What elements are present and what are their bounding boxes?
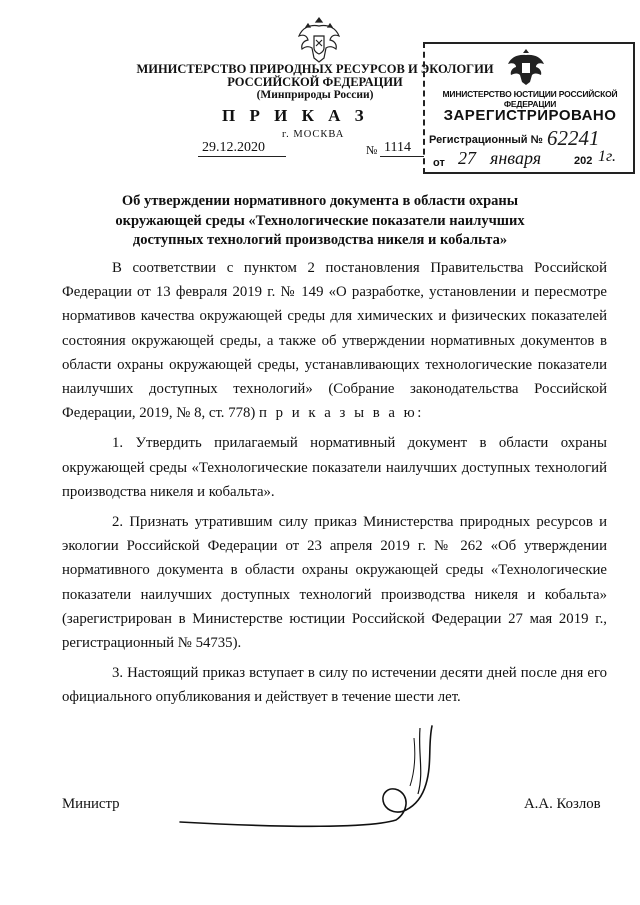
ministry-short-name: (Минприроды России) <box>256 89 374 101</box>
item-2-paragraph: 2. Признать утратившим силу приказ Министерства природных ресурсов и экологии Российской Федерации от 23 апреля 2019 г. № 262 «Об утверждении нормативного документа в области охраны окружающей среды «Технологические показатели наилучших доступных технологий производства никеля и кобальта» (зарегистрирован в Министерстве юстиции Российской Федерации 27 мая 2019 г., регистрационный № 54735). <box>62 514 607 652</box>
item-3-paragraph: 3. Настоящий приказ вступает в силу по истечении десяти дней после дня его официального опубликования и действует в течение шести лет. <box>62 665 607 706</box>
doc-type-heading: П Р И К А З <box>222 106 369 125</box>
order-word: п р и к а з ы в а ю: <box>259 405 424 422</box>
coat-of-arms-emblem <box>294 14 344 66</box>
stamp-regnum-label: Регистрационный № <box>429 134 543 146</box>
stamp-date-year-printed: 202 <box>574 155 593 167</box>
document-body <box>62 256 607 710</box>
ministry-name-line2: РОССИЙСКОЙ ФЕДЕРАЦИИ <box>227 75 403 89</box>
intro-text: В соответствии с пунктом 2 постановления Правительства Российской Федерации от 13 февраля 2019 г. № 149 «О разработке, установлении и пересмотре нормативов качества окружающей среды для химических и физических показателей состояния окружающей среды, а также об утверждении нормативных документов в области охраны окружающей среды, устанавливающих технологические показатели наилучших доступных технологий» (Собрание законодательства Российской Федерации, 2019, № 8, ст. 778) <box>62 260 607 422</box>
stamp-regnum-value: 62241 <box>547 126 600 150</box>
stamp-registered-label: ЗАРЕГИСТРИРОВАНО <box>443 107 617 124</box>
order-date: 29.12.2020 <box>198 140 286 157</box>
stamp-date-from-label: от <box>433 157 445 169</box>
document-title: Об утверждении нормативного документа в области охраны окружающей среды «Технологические показатели наилучших доступных технологий производства никеля и кобальта» <box>115 193 525 248</box>
intro-paragraph <box>62 256 607 425</box>
stamp-agency-name: МИНИСТЕРСТВО ЮСТИЦИИ РОССИЙСКОЙ ФЕДЕРАЦИИ <box>442 89 618 109</box>
stamp-date-month: января <box>490 148 542 168</box>
number-sign: № <box>366 143 378 157</box>
stamp-emblem-icon <box>504 46 548 86</box>
order-number: 1114 <box>380 140 424 157</box>
city-label: г. МОСКВА <box>282 129 345 140</box>
item-1-paragraph: 1. Утвердить прилагаемый нормативный документ в области охраны окружающей среды «Технологические показатели наилучших доступных технологий производства никеля и кобальта». <box>62 435 607 500</box>
stamp-date-day: 27 <box>458 148 476 168</box>
signatory-name: А.А. Козлов <box>524 796 601 812</box>
handwritten-signature <box>170 724 450 834</box>
ministry-name-line1: МИНИСТЕРСТВО ПРИРОДНЫХ РЕСУРСОВ И ЭКОЛОГИИ <box>136 62 494 76</box>
signatory-position: Министр <box>62 796 120 812</box>
stamp-date-year-handwritten: 1г. <box>598 148 617 165</box>
